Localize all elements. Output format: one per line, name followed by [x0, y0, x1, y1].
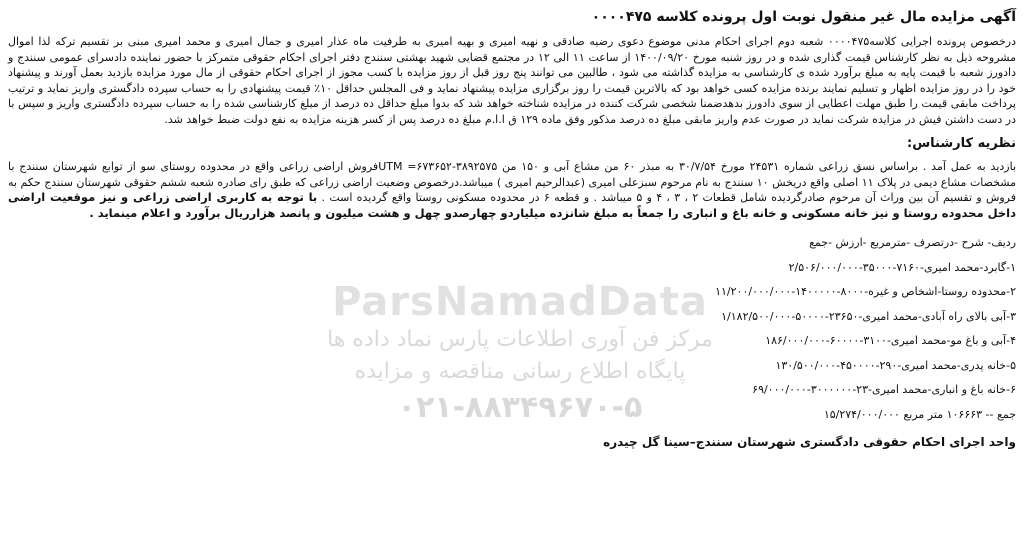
expert-text: بازدید به عمل آمد . براساس نسق زراعی شماره ۲۴۵۳۱ مورخ ۳۰/۷/۵۴ به مبذر ۶۰ من مشاع آبی و ۱۵۰ من ۳۸۹۲۵۷۵-۶۷۳۶۵۲= UTMفروش اراضی زراعی واقع در محدوده روستای سو از توابع شهرستان سنندج با مشخصات مشاع دیمی در پلاک ۱۱ اصلی واقع دریخش ۱۰ سنندج به نام مرحوم سبزعلی امیری (عبدالرحیم امیری ) میباشد.درخصوص وضعیت اراضی زراعی که طبق رای صادره شعبه ششم حقوقی شهرستان سنندج حکم به فروش و تقسیم آن بین وراث آن مرحوم صادرگردیده شامل قطعات ۲ ، ۳ ، ۴ و ۵ میباشد . و قطعه ۶ در محدوده مسکونی روستا واقع گردیده است .	[8, 160, 1017, 204]
notice-intro: درخصوص پرونده اجرایی کلاسه۰۰۰۰۴۷۵ شعبه دوم اجرای احکام مدنی موضوع دعوی رضیه صادقی و نهیه امیری و بهیه امیری به طرفیت ماه عذار امیری و جمال امیری و محمد امیری مبنی بر تقسیم ترکه لذا اموال مشروحه ذیل به نظر کارشناس قیمت گذاری شده و در روز شنبه مورخ ۱۴۰۰/۰۹/۲۰ از ساعت ۱۱ الی ۱۲ در مجتمع قضایی شهید بهشتی سنندج دفتر اجرای احکام حقوقی متمرکز با حضور نماینده دادسرای عمومی سنندج و دادورز شعبه با قیمت پایه به مبلغ برآورد شده ی کارشناسی به مزایده گذاشته می شود ، طالبین می توانند پنج روز قبل از روز مزایده با کسب مجوز از اجرای احکام حقوقی از مال مورد مزایده بازدید بعمل آورند و پیشنهاد خود را در روز مزایده اظهار و تسلیم نمایند برنده مزایده کسی خواهد بود که بالاترین قیمت را روز برگزاری مزایده پیشنهاد نماید و فی المجلس حداقل ۱۰٪ قیمت پیشنهادی را به حساب سپرده دادگستری واریز نماید و ترتیب پرداخت مابقی قیمت را طبق مهلت اعطایی از سوی دادورز بدهدضمنا شخصی شرکت کننده در مزایده شناخته خواهد شد که بدوا مبلغ حداقل ده درصد از مبلغ کارشناسی شده را به حساب سپرده دادگستری واریز و سپس با در دست داشتن فیش در مزایده شرکت نماید در صورت عدم واریز مابقی مبلغ ده درصد مذکور وفق ماده ۱۲۹ ق ا.ا.م مبلغ ده درصد پس از کسر هزینه مزایده به نفع دولت ضبط خواهد شد.	[8, 35, 1016, 126]
expert-heading: نظریه کارشناس:	[907, 136, 1016, 151]
watermark-line1: مرکز فن آوری اطلاعات پارس نماد داده ها	[327, 327, 713, 352]
list-item: ۱-گابرد-محمد امیری-۷۱۶۰-۳۵۰۰۰-۲/۵۰۶/۰۰۰/۰۰۰	[788, 260, 1016, 274]
list-item: ۶-خانه باغ و انباری-محمد امیری-۲۳-۳۰۰۰۰۰۰-۶۹/۰۰۰/۰۰۰	[752, 383, 1016, 396]
notice-footer: واحد اجرای احکام حقوقی دادگستری شهرستان سنندج–سینا گل چیدره	[603, 435, 1016, 449]
watermark-brand: ParsNamadData	[332, 279, 708, 325]
list-item: ۴-آبی و باغ مو-محمد امیری-۳۱۰۰-۶۰۰۰۰-۱۸۶/۰۰۰/۰۰۰	[765, 334, 1016, 347]
list-item: ۲-محدوده روستا-اشخاص و غیره-۸۰۰۰-۱۴۰۰۰۰۰-۱۱/۲۰۰/۰۰۰/۰۰۰	[715, 285, 1016, 298]
list-item-total: جمع -- ۱۰۶۶۶۳ متر مربع ۱۵/۲۷۴/۰۰۰/۰۰۰	[823, 407, 1016, 421]
list-item: ۳-آبی بالای راه آبادی-محمد امیری-۲۳۶۵۰-۵۰۰۰۰-۱/۱۸۲/۵۰۰/۰۰۰	[721, 309, 1016, 323]
notice-title: آگهی مزایده مال غیر منقول نوبت اول پرونده کلاسه ۰۰۰۰۴۷۵	[591, 9, 1016, 25]
list-item: ۵-خانه پدری-محمد امیری-۲۹۰-۴۵۰۰۰۰-۱۳۰/۵۰۰/۰۰۰	[775, 358, 1016, 372]
watermark-phone: ۰۲۱-۸۸۳۴۹۶۷۰-۵	[397, 390, 643, 425]
list-item-header: ردیف- شرح -درتصرف -مترمربع -ارزش -جمع	[809, 236, 1016, 249]
watermark-line2: پایگاه اطلاع رسانی مناقصه و مزایده	[354, 359, 686, 384]
items-list	[8, 231, 1016, 427]
notice-document	[8, 6, 1016, 536]
expert-conclusion: با توجه به کاربری اراضی زراعی و نیز موقعیت اراضی داخل محدوده روستا و نیز خانه مسکونی و خانه باغ و انباری را جمعاً به مبلغ شانزده میلیاردو چهارصدو چهل و هشت میلیون و پانصد هزارریال برآورد و اعلام مینماید .	[8, 190, 1016, 220]
expert-opinion	[8, 159, 1016, 221]
